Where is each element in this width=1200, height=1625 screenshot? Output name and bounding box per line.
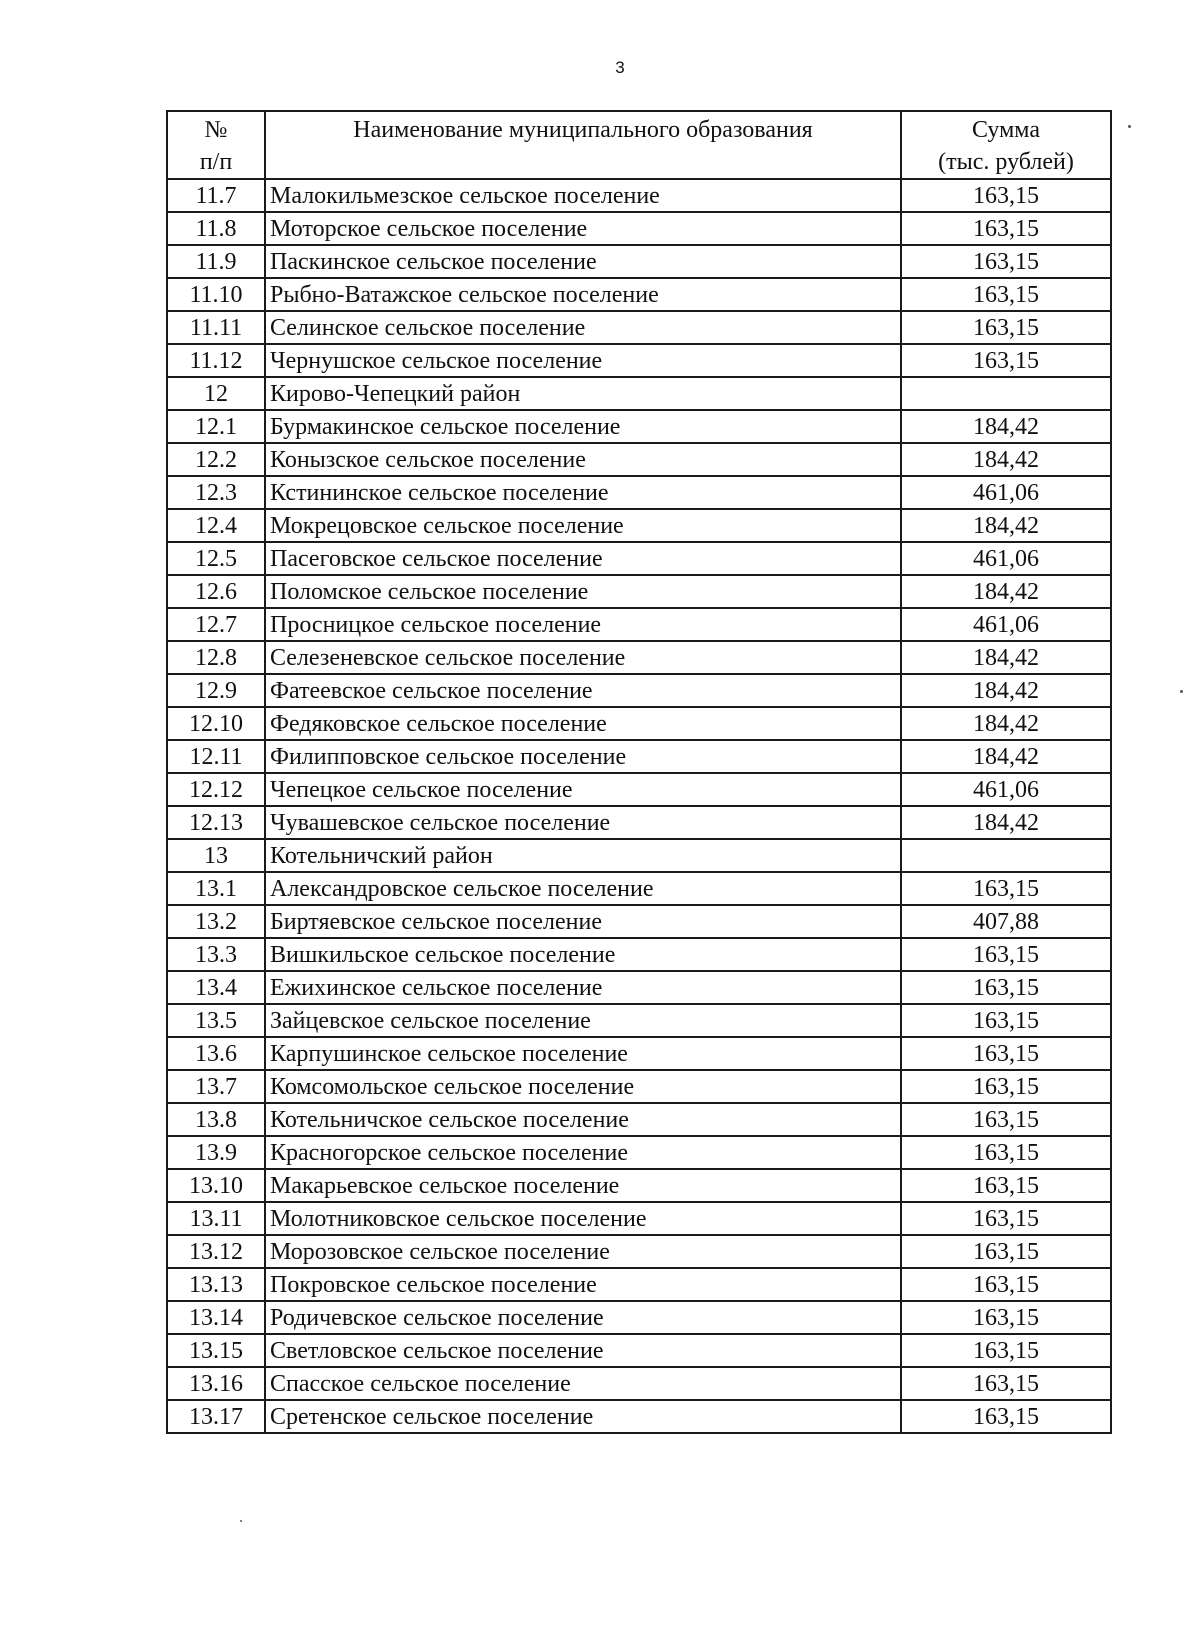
- row-sum-cell: 163,15: [901, 1334, 1111, 1367]
- row-name-cell: Моторское сельское поселение: [265, 212, 901, 245]
- row-name-cell: Кирово-Чепецкий район: [265, 377, 901, 410]
- table-row: [167, 1169, 1111, 1202]
- table-row: [167, 476, 1111, 509]
- table-row: [167, 278, 1111, 311]
- row-number-cell: 13.2: [167, 905, 265, 938]
- row-name-cell: Фатеевское сельское поселение: [265, 674, 901, 707]
- header-number: [167, 111, 265, 179]
- row-name-cell: Ежихинское сельское поселение: [265, 971, 901, 1004]
- row-name-cell: Светловское сельское поселение: [265, 1334, 901, 1367]
- table-row: [167, 1037, 1111, 1070]
- table-row: [167, 311, 1111, 344]
- row-name-cell: Покровское сельское поселение: [265, 1268, 901, 1301]
- table-row: [167, 938, 1111, 971]
- row-number-cell: 13.9: [167, 1136, 265, 1169]
- row-number-cell: 12.1: [167, 410, 265, 443]
- row-sum-cell: 163,15: [901, 1103, 1111, 1136]
- row-name-cell: Конызское сельское поселение: [265, 443, 901, 476]
- row-sum-cell: 163,15: [901, 311, 1111, 344]
- table-row: [167, 971, 1111, 1004]
- row-sum-cell: [901, 377, 1111, 410]
- row-sum-cell: 163,15: [901, 1169, 1111, 1202]
- row-name-cell: Селезеневское сельское поселение: [265, 641, 901, 674]
- row-sum-cell: 163,15: [901, 1202, 1111, 1235]
- table-row: [167, 212, 1111, 245]
- row-name-cell: Мокрецовское сельское поселение: [265, 509, 901, 542]
- row-number-cell: 11.11: [167, 311, 265, 344]
- table-row: [167, 707, 1111, 740]
- row-number-cell: 11.9: [167, 245, 265, 278]
- row-name-cell: Филипповское сельское поселение: [265, 740, 901, 773]
- row-number-cell: 12.12: [167, 773, 265, 806]
- row-name-cell: Котельничский район: [265, 839, 901, 872]
- row-name-cell: Паскинское сельское поселение: [265, 245, 901, 278]
- table-row: [167, 1235, 1111, 1268]
- row-number-cell: 12.2: [167, 443, 265, 476]
- header-row: [167, 111, 1111, 179]
- row-sum-cell: 163,15: [901, 179, 1111, 212]
- row-number-cell: 13: [167, 839, 265, 872]
- row-number-cell: 12.9: [167, 674, 265, 707]
- row-name-cell: Карпушинское сельское поселение: [265, 1037, 901, 1070]
- row-sum-cell: 407,88: [901, 905, 1111, 938]
- table-row: [167, 1301, 1111, 1334]
- row-sum-cell: 461,06: [901, 608, 1111, 641]
- table-row: [167, 1268, 1111, 1301]
- row-name-cell: Родичевское сельское поселение: [265, 1301, 901, 1334]
- row-sum-cell: 163,15: [901, 278, 1111, 311]
- row-sum-cell: 461,06: [901, 476, 1111, 509]
- row-number-cell: 12: [167, 377, 265, 410]
- row-name-cell: Пасеговское сельское поселение: [265, 542, 901, 575]
- row-name-cell: Рыбно-Ватажское сельское поселение: [265, 278, 901, 311]
- scan-speck: [1128, 125, 1131, 128]
- row-sum-cell: 163,15: [901, 1400, 1111, 1433]
- row-name-cell: Александровское сельское поселение: [265, 872, 901, 905]
- row-sum-cell: 184,42: [901, 674, 1111, 707]
- row-number-cell: 11.10: [167, 278, 265, 311]
- row-sum-cell: 163,15: [901, 872, 1111, 905]
- scan-speck: [1180, 690, 1183, 693]
- table-row: [167, 1070, 1111, 1103]
- table-row: [167, 410, 1111, 443]
- allocation-table: [166, 110, 1112, 1434]
- header-number-text: № п/п: [199, 117, 233, 175]
- row-number-cell: 13.1: [167, 872, 265, 905]
- row-sum-cell: 461,06: [901, 773, 1111, 806]
- row-sum-cell: 163,15: [901, 938, 1111, 971]
- table-row: [167, 1400, 1111, 1433]
- table-row: [167, 1004, 1111, 1037]
- row-name-cell: Макарьевское сельское поселение: [265, 1169, 901, 1202]
- row-sum-cell: 461,06: [901, 542, 1111, 575]
- row-name-cell: Поломское сельское поселение: [265, 575, 901, 608]
- row-sum-cell: 184,42: [901, 707, 1111, 740]
- table-row: [167, 1367, 1111, 1400]
- row-number-cell: 12.5: [167, 542, 265, 575]
- table-row: [167, 179, 1111, 212]
- row-sum-cell: 163,15: [901, 1070, 1111, 1103]
- row-name-cell: Кстининское сельское поселение: [265, 476, 901, 509]
- row-name-cell: Морозовское сельское поселение: [265, 1235, 901, 1268]
- row-name-cell: Красногорское сельское поселение: [265, 1136, 901, 1169]
- row-name-cell: Бурмакинское сельское поселение: [265, 410, 901, 443]
- row-number-cell: 13.8: [167, 1103, 265, 1136]
- row-sum-cell: 163,15: [901, 1235, 1111, 1268]
- row-sum-cell: 184,42: [901, 410, 1111, 443]
- row-sum-cell: 184,42: [901, 575, 1111, 608]
- row-sum-cell: 163,15: [901, 1004, 1111, 1037]
- row-number-cell: 12.6: [167, 575, 265, 608]
- row-number-cell: 13.6: [167, 1037, 265, 1070]
- table-row: [167, 740, 1111, 773]
- row-number-cell: 13.17: [167, 1400, 265, 1433]
- table-row: [167, 806, 1111, 839]
- row-number-cell: 13.16: [167, 1367, 265, 1400]
- row-number-cell: 13.3: [167, 938, 265, 971]
- row-sum-cell: 163,15: [901, 1367, 1111, 1400]
- table-row: [167, 245, 1111, 278]
- row-number-cell: 13.12: [167, 1235, 265, 1268]
- row-number-cell: 12.10: [167, 707, 265, 740]
- row-name-cell: Комсомольское сельское поселение: [265, 1070, 901, 1103]
- table-row: [167, 674, 1111, 707]
- row-name-cell: Просницкое сельское поселение: [265, 608, 901, 641]
- table-row: [167, 773, 1111, 806]
- page-number: 3: [615, 58, 625, 77]
- row-number-cell: 11.7: [167, 179, 265, 212]
- row-sum-cell: 163,15: [901, 1136, 1111, 1169]
- row-number-cell: 12.8: [167, 641, 265, 674]
- table-row: [167, 344, 1111, 377]
- row-number-cell: 11.8: [167, 212, 265, 245]
- row-sum-cell: 184,42: [901, 509, 1111, 542]
- row-number-cell: 11.12: [167, 344, 265, 377]
- row-name-cell: Спасское сельское поселение: [265, 1367, 901, 1400]
- row-sum-cell: 163,15: [901, 1301, 1111, 1334]
- table-body: [167, 179, 1111, 1433]
- table-row: [167, 443, 1111, 476]
- row-name-cell: Чепецкое сельское поселение: [265, 773, 901, 806]
- row-number-cell: 13.10: [167, 1169, 265, 1202]
- row-sum-cell: 163,15: [901, 212, 1111, 245]
- row-number-cell: 12.7: [167, 608, 265, 641]
- row-name-cell: Сретенское сельское поселение: [265, 1400, 901, 1433]
- row-number-cell: 12.13: [167, 806, 265, 839]
- table-row: [167, 905, 1111, 938]
- row-sum-cell: 184,42: [901, 641, 1111, 674]
- table-row: [167, 1334, 1111, 1367]
- header-sum-text: Сумма (тыс. рублей): [938, 117, 1074, 175]
- table-row: [167, 839, 1111, 872]
- row-sum-cell: 163,15: [901, 971, 1111, 1004]
- row-number-cell: 13.7: [167, 1070, 265, 1103]
- row-sum-cell: 184,42: [901, 740, 1111, 773]
- row-sum-cell: [901, 839, 1111, 872]
- table-row: [167, 608, 1111, 641]
- row-name-cell: Чувашевское сельское поселение: [265, 806, 901, 839]
- header-sum: [901, 111, 1111, 179]
- row-sum-cell: 184,42: [901, 443, 1111, 476]
- row-name-cell: Федяковское сельское поселение: [265, 707, 901, 740]
- row-name-cell: Малокильмезское сельское поселение: [265, 179, 901, 212]
- row-name-cell: Чернушское сельское поселение: [265, 344, 901, 377]
- table-header: [167, 111, 1111, 179]
- table-row: [167, 575, 1111, 608]
- row-name-cell: Биртяевское сельское поселение: [265, 905, 901, 938]
- row-number-cell: 13.5: [167, 1004, 265, 1037]
- scan-speck: [240, 1520, 242, 1522]
- row-sum-cell: 163,15: [901, 245, 1111, 278]
- row-number-cell: 12.3: [167, 476, 265, 509]
- row-name-cell: Молотниковское сельское поселение: [265, 1202, 901, 1235]
- row-number-cell: 13.14: [167, 1301, 265, 1334]
- row-name-cell: Зайцевское сельское поселение: [265, 1004, 901, 1037]
- table-row: [167, 641, 1111, 674]
- table-row: [167, 542, 1111, 575]
- table-row: [167, 1103, 1111, 1136]
- table-row: [167, 1202, 1111, 1235]
- row-name-cell: Котельничское сельское поселение: [265, 1103, 901, 1136]
- row-sum-cell: 163,15: [901, 1268, 1111, 1301]
- row-name-cell: Селинское сельское поселение: [265, 311, 901, 344]
- row-number-cell: 13.15: [167, 1334, 265, 1367]
- row-sum-cell: 163,15: [901, 344, 1111, 377]
- header-name: [265, 111, 901, 179]
- row-sum-cell: 184,42: [901, 806, 1111, 839]
- table-row: [167, 872, 1111, 905]
- row-number-cell: 13.11: [167, 1202, 265, 1235]
- table-row: [167, 377, 1111, 410]
- row-number-cell: 13.4: [167, 971, 265, 1004]
- row-name-cell: Вишкильское сельское поселение: [265, 938, 901, 971]
- row-sum-cell: 163,15: [901, 1037, 1111, 1070]
- header-name-text: Наименование муниципального образования: [353, 117, 813, 143]
- row-number-cell: 13.13: [167, 1268, 265, 1301]
- row-number-cell: 12.11: [167, 740, 265, 773]
- table-row: [167, 509, 1111, 542]
- table-row: [167, 1136, 1111, 1169]
- row-number-cell: 12.4: [167, 509, 265, 542]
